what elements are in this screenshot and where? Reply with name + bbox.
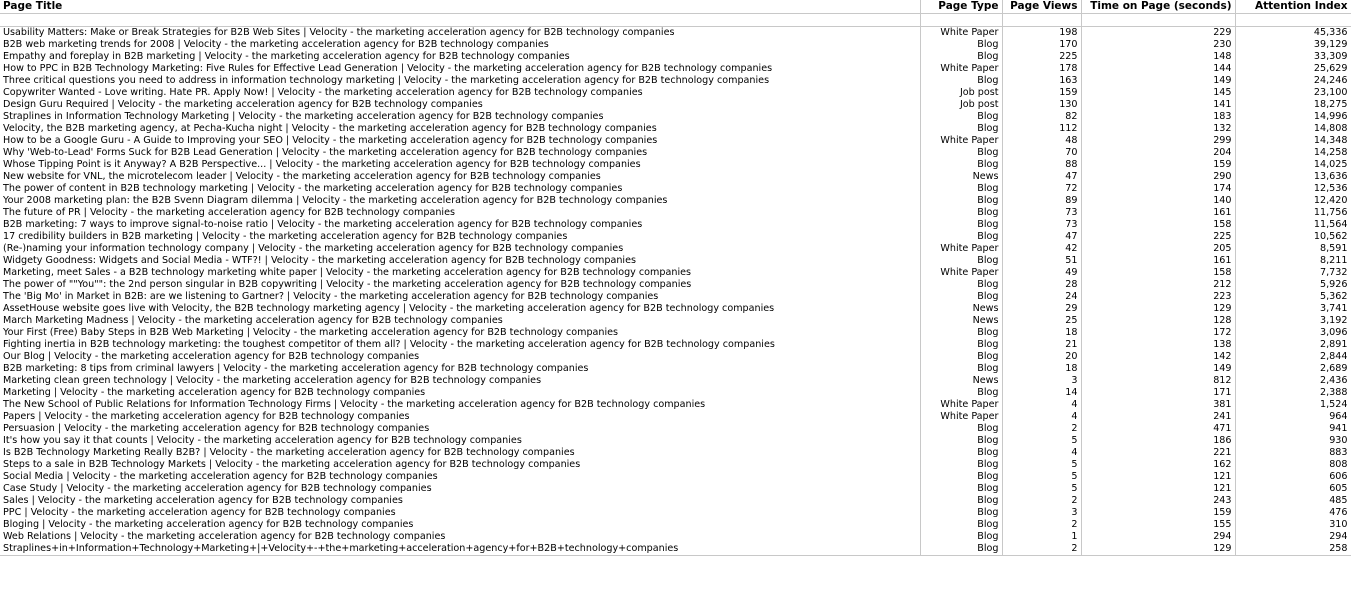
cell-time-on-page[interactable]: 148 bbox=[1081, 51, 1235, 63]
cell-time-on-page[interactable]: 174 bbox=[1081, 183, 1235, 195]
cell-attention-index[interactable]: 33,309 bbox=[1235, 51, 1351, 63]
cell-attention-index[interactable]: 14,025 bbox=[1235, 159, 1351, 171]
cell-page-views[interactable]: 5 bbox=[1002, 435, 1081, 447]
table-row bbox=[0, 75, 1351, 87]
cell-page-type[interactable]: Blog bbox=[920, 423, 1002, 435]
cell-time-on-page[interactable]: 121 bbox=[1081, 483, 1235, 495]
cell-page-title[interactable]: B2B marketing: 8 tips from criminal lawyers | Velocity - the marketing acceleration agency for B2B technology companies bbox=[0, 363, 920, 375]
cell-time-on-page[interactable]: 158 bbox=[1081, 267, 1235, 279]
cell-page-title[interactable]: Is B2B Technology Marketing Really B2B? | Velocity - the marketing acceleration agency for B2B technology companies bbox=[0, 447, 920, 459]
cell-time-on-page[interactable]: 230 bbox=[1081, 39, 1235, 51]
table-row bbox=[0, 195, 1351, 207]
table-row bbox=[0, 147, 1351, 159]
cell-page-views[interactable]: 73 bbox=[1002, 207, 1081, 219]
cell-page-views[interactable]: 178 bbox=[1002, 63, 1081, 75]
table-row bbox=[0, 267, 1351, 279]
cell-attention-index[interactable]: 8,211 bbox=[1235, 255, 1351, 267]
header-time-on-page[interactable]: Time on Page (seconds) bbox=[1081, 0, 1235, 14]
cell-page-title[interactable]: The future of PR | Velocity - the marketing acceleration agency for B2B technology companies bbox=[0, 207, 920, 219]
cell-page-title[interactable]: 17 credibility builders in B2B marketing | Velocity - the marketing acceleration agency for B2B technology companies bbox=[0, 231, 920, 243]
table-row bbox=[0, 27, 1351, 40]
cell-attention-index[interactable]: 3,192 bbox=[1235, 315, 1351, 327]
table-row bbox=[0, 183, 1351, 195]
table-row bbox=[0, 231, 1351, 243]
cell-page-type[interactable]: Blog bbox=[920, 507, 1002, 519]
cell-page-type[interactable]: Blog bbox=[920, 123, 1002, 135]
cell-page-views[interactable]: 18 bbox=[1002, 327, 1081, 339]
cell-page-views[interactable]: 2 bbox=[1002, 543, 1081, 556]
cell-page-views[interactable]: 4 bbox=[1002, 447, 1081, 459]
cell-page-views[interactable]: 14 bbox=[1002, 387, 1081, 399]
cell-page-title[interactable]: The power of content in B2B technology marketing | Velocity - the marketing acceleration agency for B2B technology companies bbox=[0, 183, 920, 195]
cell-attention-index[interactable]: 25,629 bbox=[1235, 63, 1351, 75]
cell-page-type[interactable]: White Paper bbox=[920, 27, 1002, 40]
cell-page-views[interactable]: 112 bbox=[1002, 123, 1081, 135]
cell-page-type[interactable]: Blog bbox=[920, 483, 1002, 495]
cell-time-on-page[interactable]: 132 bbox=[1081, 123, 1235, 135]
cell-page-type[interactable]: White Paper bbox=[920, 399, 1002, 411]
cell-page-title[interactable]: Case Study | Velocity - the marketing acceleration agency for B2B technology companies bbox=[0, 483, 920, 495]
cell-time-on-page[interactable]: 205 bbox=[1081, 243, 1235, 255]
cell-page-views[interactable]: 1 bbox=[1002, 531, 1081, 543]
cell-page-title[interactable]: Sales | Velocity - the marketing acceleration agency for B2B technology companies bbox=[0, 495, 920, 507]
cell-page-type[interactable]: Blog bbox=[920, 435, 1002, 447]
header-page-type[interactable]: Page Type bbox=[920, 0, 1002, 14]
cell-time-on-page[interactable]: 243 bbox=[1081, 495, 1235, 507]
cell-attention-index[interactable]: 8,591 bbox=[1235, 243, 1351, 255]
cell-page-type[interactable]: Blog bbox=[920, 327, 1002, 339]
table-row bbox=[0, 411, 1351, 423]
cell-attention-index[interactable]: 605 bbox=[1235, 483, 1351, 495]
cell-attention-index[interactable]: 310 bbox=[1235, 519, 1351, 531]
cell-page-type[interactable]: Blog bbox=[920, 339, 1002, 351]
cell-page-views[interactable]: 70 bbox=[1002, 147, 1081, 159]
cell-time-on-page[interactable]: 471 bbox=[1081, 423, 1235, 435]
cell-page-title[interactable]: Usability Matters: Make or Break Strategies for B2B Web Sites | Velocity - the marketing acceleration agency for B2B technology companies bbox=[0, 27, 920, 40]
cell-time-on-page[interactable]: 149 bbox=[1081, 75, 1235, 87]
cell-page-views[interactable]: 170 bbox=[1002, 39, 1081, 51]
blank-cell[interactable] bbox=[0, 14, 920, 27]
table-row bbox=[0, 171, 1351, 183]
cell-page-views[interactable]: 5 bbox=[1002, 459, 1081, 471]
blank-row bbox=[0, 14, 1351, 27]
cell-page-title[interactable]: Copywriter Wanted - Love writing. Hate PR. Apply Now! | Velocity - the marketing acceleration agency for B2B technology companies bbox=[0, 87, 920, 99]
cell-page-views[interactable]: 48 bbox=[1002, 135, 1081, 147]
cell-time-on-page[interactable]: 159 bbox=[1081, 159, 1235, 171]
cell-page-views[interactable]: 2 bbox=[1002, 519, 1081, 531]
cell-page-title[interactable]: Social Media | Velocity - the marketing acceleration agency for B2B technology companies bbox=[0, 471, 920, 483]
cell-time-on-page[interactable]: 183 bbox=[1081, 111, 1235, 123]
blank-cell[interactable] bbox=[920, 14, 1002, 27]
cell-page-title[interactable]: Your 2008 marketing plan: the B2B Svenn Diagram dilemma | Velocity - the marketing acceleration agency for B2B technology companies bbox=[0, 195, 920, 207]
table-row bbox=[0, 339, 1351, 351]
cell-time-on-page[interactable]: 812 bbox=[1081, 375, 1235, 387]
cell-page-type[interactable]: Blog bbox=[920, 39, 1002, 51]
cell-page-type[interactable]: White Paper bbox=[920, 411, 1002, 423]
table-row bbox=[0, 531, 1351, 543]
cell-page-views[interactable]: 72 bbox=[1002, 183, 1081, 195]
table-row bbox=[0, 495, 1351, 507]
table-row bbox=[0, 543, 1351, 556]
cell-page-title[interactable]: Your First (Free) Baby Steps in B2B Web Marketing | Velocity - the marketing acceleration agency for B2B technology companies bbox=[0, 327, 920, 339]
cell-time-on-page[interactable]: 129 bbox=[1081, 543, 1235, 556]
cell-page-title[interactable]: Bloging | Velocity - the marketing acceleration agency for B2B technology companies bbox=[0, 519, 920, 531]
cell-time-on-page[interactable]: 186 bbox=[1081, 435, 1235, 447]
cell-page-views[interactable]: 198 bbox=[1002, 27, 1081, 40]
header-page-title[interactable]: Page Title bbox=[0, 0, 920, 14]
table-row bbox=[0, 363, 1351, 375]
cell-page-title[interactable]: Persuasion | Velocity - the marketing acceleration agency for B2B technology companies bbox=[0, 423, 920, 435]
cell-page-views[interactable]: 4 bbox=[1002, 399, 1081, 411]
cell-page-type[interactable]: Blog bbox=[920, 183, 1002, 195]
cell-page-title[interactable]: Steps to a sale in B2B Technology Markets | Velocity - the marketing acceleration agency for B2B technology companies bbox=[0, 459, 920, 471]
table-row bbox=[0, 243, 1351, 255]
cell-time-on-page[interactable]: 155 bbox=[1081, 519, 1235, 531]
cell-attention-index[interactable]: 11,756 bbox=[1235, 207, 1351, 219]
cell-time-on-page[interactable]: 225 bbox=[1081, 231, 1235, 243]
cell-page-type[interactable]: Blog bbox=[920, 279, 1002, 291]
cell-page-title[interactable]: PPC | Velocity - the marketing acceleration agency for B2B technology companies bbox=[0, 507, 920, 519]
cell-attention-index[interactable]: 14,808 bbox=[1235, 123, 1351, 135]
cell-page-type[interactable]: Blog bbox=[920, 471, 1002, 483]
cell-time-on-page[interactable]: 204 bbox=[1081, 147, 1235, 159]
cell-page-views[interactable]: 2 bbox=[1002, 495, 1081, 507]
table-row bbox=[0, 51, 1351, 63]
cell-time-on-page[interactable]: 121 bbox=[1081, 471, 1235, 483]
cell-page-title[interactable]: Web Relations | Velocity - the marketing acceleration agency for B2B technology companies bbox=[0, 531, 920, 543]
cell-attention-index[interactable]: 2,388 bbox=[1235, 387, 1351, 399]
cell-page-type[interactable]: Blog bbox=[920, 147, 1002, 159]
cell-page-type[interactable]: Blog bbox=[920, 51, 1002, 63]
cell-time-on-page[interactable]: 162 bbox=[1081, 459, 1235, 471]
table-row bbox=[0, 123, 1351, 135]
cell-page-views[interactable]: 3 bbox=[1002, 507, 1081, 519]
cell-page-views[interactable]: 47 bbox=[1002, 231, 1081, 243]
cell-time-on-page[interactable]: 171 bbox=[1081, 387, 1235, 399]
table-row bbox=[0, 63, 1351, 75]
table-row bbox=[0, 327, 1351, 339]
cell-attention-index[interactable]: 39,129 bbox=[1235, 39, 1351, 51]
cell-page-views[interactable]: 42 bbox=[1002, 243, 1081, 255]
cell-page-title[interactable]: New website for VNL, the microtelecom leader | Velocity - the marketing acceleration agency for B2B technology companies bbox=[0, 171, 920, 183]
cell-attention-index[interactable]: 10,562 bbox=[1235, 231, 1351, 243]
cell-page-title[interactable]: Three critical questions you need to address in information technology marketing | Velocity - the marketing acceleration agency for B2B technology companies bbox=[0, 75, 920, 87]
cell-attention-index[interactable]: 808 bbox=[1235, 459, 1351, 471]
cell-attention-index[interactable]: 606 bbox=[1235, 471, 1351, 483]
cell-page-title[interactable]: Marketing clean green technology | Velocity - the marketing acceleration agency for B2B technology companies bbox=[0, 375, 920, 387]
cell-attention-index[interactable]: 883 bbox=[1235, 447, 1351, 459]
cell-page-views[interactable]: 21 bbox=[1002, 339, 1081, 351]
table-row bbox=[0, 519, 1351, 531]
cell-page-views[interactable]: 18 bbox=[1002, 363, 1081, 375]
cell-time-on-page[interactable]: 149 bbox=[1081, 363, 1235, 375]
table-row bbox=[0, 99, 1351, 111]
cell-attention-index[interactable]: 930 bbox=[1235, 435, 1351, 447]
cell-time-on-page[interactable]: 290 bbox=[1081, 171, 1235, 183]
cell-page-title[interactable]: Design Guru Required | Velocity - the marketing acceleration agency for B2B technology companies bbox=[0, 99, 920, 111]
cell-page-type[interactable]: Blog bbox=[920, 219, 1002, 231]
blank-cell[interactable] bbox=[1081, 14, 1235, 27]
cell-page-views[interactable]: 24 bbox=[1002, 291, 1081, 303]
cell-page-views[interactable]: 82 bbox=[1002, 111, 1081, 123]
cell-time-on-page[interactable]: 229 bbox=[1081, 27, 1235, 40]
cell-attention-index[interactable]: 485 bbox=[1235, 495, 1351, 507]
cell-time-on-page[interactable]: 381 bbox=[1081, 399, 1235, 411]
cell-time-on-page[interactable]: 141 bbox=[1081, 99, 1235, 111]
cell-page-views[interactable]: 163 bbox=[1002, 75, 1081, 87]
cell-page-type[interactable]: Blog bbox=[920, 459, 1002, 471]
cell-attention-index[interactable]: 14,258 bbox=[1235, 147, 1351, 159]
cell-time-on-page[interactable]: 138 bbox=[1081, 339, 1235, 351]
cell-attention-index[interactable]: 2,844 bbox=[1235, 351, 1351, 363]
cell-attention-index[interactable]: 23,100 bbox=[1235, 87, 1351, 99]
table-row bbox=[0, 447, 1351, 459]
cell-page-title[interactable]: Whose Tipping Point is it Anyway? A B2B Perspective... | Velocity - the marketing acceleration agency for B2B technology companies bbox=[0, 159, 920, 171]
table-row bbox=[0, 399, 1351, 411]
cell-time-on-page[interactable]: 158 bbox=[1081, 219, 1235, 231]
cell-page-type[interactable]: Blog bbox=[920, 255, 1002, 267]
cell-attention-index[interactable]: 5,362 bbox=[1235, 291, 1351, 303]
cell-attention-index[interactable]: 12,536 bbox=[1235, 183, 1351, 195]
table-row bbox=[0, 507, 1351, 519]
header-attention-index[interactable]: Attention Index bbox=[1235, 0, 1351, 14]
cell-page-type[interactable]: Blog bbox=[920, 363, 1002, 375]
cell-page-type[interactable]: Blog bbox=[920, 543, 1002, 556]
table-row bbox=[0, 39, 1351, 51]
cell-page-views[interactable]: 159 bbox=[1002, 87, 1081, 99]
cell-page-title[interactable]: Papers | Velocity - the marketing acceleration agency for B2B technology companies bbox=[0, 411, 920, 423]
cell-page-type[interactable]: White Paper bbox=[920, 243, 1002, 255]
cell-attention-index[interactable]: 476 bbox=[1235, 507, 1351, 519]
table-row bbox=[0, 459, 1351, 471]
cell-attention-index[interactable]: 1,524 bbox=[1235, 399, 1351, 411]
table-row bbox=[0, 219, 1351, 231]
cell-attention-index[interactable]: 12,420 bbox=[1235, 195, 1351, 207]
table-row bbox=[0, 291, 1351, 303]
cell-page-type[interactable]: Blog bbox=[920, 351, 1002, 363]
cell-page-title[interactable]: Empathy and foreplay in B2B marketing | Velocity - the marketing acceleration agency for B2B technology companies bbox=[0, 51, 920, 63]
cell-page-views[interactable]: 5 bbox=[1002, 471, 1081, 483]
cell-page-type[interactable]: Blog bbox=[920, 519, 1002, 531]
table-row bbox=[0, 111, 1351, 123]
cell-page-views[interactable]: 89 bbox=[1002, 195, 1081, 207]
cell-page-views[interactable]: 4 bbox=[1002, 411, 1081, 423]
cell-page-type[interactable]: Blog bbox=[920, 195, 1002, 207]
cell-attention-index[interactable]: 3,741 bbox=[1235, 303, 1351, 315]
cell-page-views[interactable]: 20 bbox=[1002, 351, 1081, 363]
blank-cell[interactable] bbox=[1235, 14, 1351, 27]
cell-page-views[interactable]: 47 bbox=[1002, 171, 1081, 183]
cell-attention-index[interactable]: 18,275 bbox=[1235, 99, 1351, 111]
cell-time-on-page[interactable]: 212 bbox=[1081, 279, 1235, 291]
table-row bbox=[0, 135, 1351, 147]
cell-page-title[interactable]: B2B marketing: 7 ways to improve signal-to-noise ratio | Velocity - the marketing acceleration agency for B2B technology companies bbox=[0, 219, 920, 231]
cell-page-type[interactable]: Blog bbox=[920, 159, 1002, 171]
cell-attention-index[interactable]: 941 bbox=[1235, 423, 1351, 435]
cell-page-type[interactable]: News bbox=[920, 315, 1002, 327]
cell-page-views[interactable]: 49 bbox=[1002, 267, 1081, 279]
cell-page-views[interactable]: 2 bbox=[1002, 423, 1081, 435]
cell-page-title[interactable]: Straplines+in+Information+Technology+Marketing+|+Velocity+-+the+marketing+acceleration+agency+for+B2B+technology+companies bbox=[0, 543, 920, 556]
cell-time-on-page[interactable]: 221 bbox=[1081, 447, 1235, 459]
cell-page-type[interactable]: White Paper bbox=[920, 135, 1002, 147]
cell-page-type[interactable]: Job post bbox=[920, 99, 1002, 111]
cell-attention-index[interactable]: 24,246 bbox=[1235, 75, 1351, 87]
cell-page-title[interactable]: Fighting inertia in B2B technology marketing: the toughest competitor of them all? | Velocity - the marketing acceleration agency for B2B technology companies bbox=[0, 339, 920, 351]
cell-page-title[interactable]: (Re-)naming your information technology company | Velocity - the marketing acceleration agency for B2B technology companies bbox=[0, 243, 920, 255]
cell-attention-index[interactable]: 258 bbox=[1235, 543, 1351, 556]
cell-attention-index[interactable]: 7,732 bbox=[1235, 267, 1351, 279]
cell-page-type[interactable]: Job post bbox=[920, 87, 1002, 99]
cell-page-title[interactable]: How to be a Google Guru - A Guide to Improving your SEO | Velocity - the marketing acceleration agency for B2B technology companies bbox=[0, 135, 920, 147]
cell-page-views[interactable]: 225 bbox=[1002, 51, 1081, 63]
cell-time-on-page[interactable]: 144 bbox=[1081, 63, 1235, 75]
table-row bbox=[0, 387, 1351, 399]
table-row bbox=[0, 375, 1351, 387]
cell-time-on-page[interactable]: 142 bbox=[1081, 351, 1235, 363]
cell-page-views[interactable]: 88 bbox=[1002, 159, 1081, 171]
cell-time-on-page[interactable]: 145 bbox=[1081, 87, 1235, 99]
header-row bbox=[0, 0, 1351, 14]
cell-time-on-page[interactable]: 161 bbox=[1081, 255, 1235, 267]
cell-page-type[interactable]: White Paper bbox=[920, 63, 1002, 75]
cell-time-on-page[interactable]: 241 bbox=[1081, 411, 1235, 423]
blank-cell[interactable] bbox=[1002, 14, 1081, 27]
cell-page-title[interactable]: How to PPC in B2B Technology Marketing: Five Rules for Effective Lead Generation | Velocity - the marketing acceleration agency for B2B technology companies bbox=[0, 63, 920, 75]
table-row bbox=[0, 207, 1351, 219]
cell-page-views[interactable]: 3 bbox=[1002, 375, 1081, 387]
cell-time-on-page[interactable]: 172 bbox=[1081, 327, 1235, 339]
cell-attention-index[interactable]: 14,996 bbox=[1235, 111, 1351, 123]
cell-page-title[interactable]: The New School of Public Relations for Information Technology Firms | Velocity - the marketing acceleration agency for B2B technology companies bbox=[0, 399, 920, 411]
cell-page-views[interactable]: 130 bbox=[1002, 99, 1081, 111]
cell-page-views[interactable]: 29 bbox=[1002, 303, 1081, 315]
cell-page-type[interactable]: Blog bbox=[920, 531, 1002, 543]
cell-page-title[interactable]: Marketing, meet Sales - a B2B technology marketing white paper | Velocity - the marketing acceleration agency for B2B technology companies bbox=[0, 267, 920, 279]
cell-page-title[interactable]: The 'Big Mo' in Market in B2B: are we listening to Gartner? | Velocity - the marketing acceleration agency for B2B technology companies bbox=[0, 291, 920, 303]
table-row bbox=[0, 471, 1351, 483]
table-row bbox=[0, 423, 1351, 435]
table-row bbox=[0, 315, 1351, 327]
cell-attention-index[interactable]: 2,436 bbox=[1235, 375, 1351, 387]
cell-time-on-page[interactable]: 299 bbox=[1081, 135, 1235, 147]
table-row bbox=[0, 87, 1351, 99]
cell-attention-index[interactable]: 14,348 bbox=[1235, 135, 1351, 147]
cell-attention-index[interactable]: 11,564 bbox=[1235, 219, 1351, 231]
cell-attention-index[interactable]: 5,926 bbox=[1235, 279, 1351, 291]
table-row bbox=[0, 159, 1351, 171]
cell-page-views[interactable]: 51 bbox=[1002, 255, 1081, 267]
cell-page-type[interactable]: Blog bbox=[920, 231, 1002, 243]
cell-attention-index[interactable]: 2,891 bbox=[1235, 339, 1351, 351]
table-row bbox=[0, 435, 1351, 447]
table-body bbox=[0, 14, 1351, 556]
cell-page-type[interactable]: News bbox=[920, 375, 1002, 387]
cell-time-on-page[interactable]: 294 bbox=[1081, 531, 1235, 543]
cell-page-views[interactable]: 28 bbox=[1002, 279, 1081, 291]
table-row bbox=[0, 303, 1351, 315]
table-row bbox=[0, 483, 1351, 495]
cell-page-title[interactable]: It's how you say it that counts | Velocity - the marketing acceleration agency for B2B technology companies bbox=[0, 435, 920, 447]
cell-attention-index[interactable]: 3,096 bbox=[1235, 327, 1351, 339]
cell-attention-index[interactable]: 964 bbox=[1235, 411, 1351, 423]
cell-time-on-page[interactable]: 140 bbox=[1081, 195, 1235, 207]
cell-page-type[interactable]: News bbox=[920, 303, 1002, 315]
cell-page-type[interactable]: Blog bbox=[920, 495, 1002, 507]
cell-page-title[interactable]: Why 'Web-to-Lead' Forms Suck for B2B Lead Generation | Velocity - the marketing acceleration agency for B2B technology companies bbox=[0, 147, 920, 159]
cell-time-on-page[interactable]: 223 bbox=[1081, 291, 1235, 303]
cell-page-title[interactable]: B2B web marketing trends for 2008 | Velocity - the marketing acceleration agency for B2B technology companies bbox=[0, 39, 920, 51]
table-row bbox=[0, 351, 1351, 363]
cell-page-type[interactable]: Blog bbox=[920, 387, 1002, 399]
cell-attention-index[interactable]: 2,689 bbox=[1235, 363, 1351, 375]
cell-time-on-page[interactable]: 128 bbox=[1081, 315, 1235, 327]
cell-page-title[interactable]: The power of ""You"": the 2nd person singular in B2B copywriting | Velocity - the marketing acceleration agency for B2B technology companies bbox=[0, 279, 920, 291]
cell-page-type[interactable]: Blog bbox=[920, 291, 1002, 303]
header-page-views[interactable]: Page Views bbox=[1002, 0, 1081, 14]
cell-page-title[interactable]: March Marketing Madness | Velocity - the marketing acceleration agency for B2B technology companies bbox=[0, 315, 920, 327]
table-row bbox=[0, 279, 1351, 291]
cell-page-type[interactable]: Blog bbox=[920, 207, 1002, 219]
cell-page-title[interactable]: AssetHouse website goes live with Velocity, the B2B technology marketing agency | Velocity - the marketing acceleration agency for B2B technology companies bbox=[0, 303, 920, 315]
cell-page-title[interactable]: Marketing | Velocity - the marketing acceleration agency for B2B technology companies bbox=[0, 387, 920, 399]
cell-page-title[interactable]: Straplines in Information Technology Marketing | Velocity - the marketing acceleration agency for B2B technology companies bbox=[0, 111, 920, 123]
cell-page-type[interactable]: White Paper bbox=[920, 267, 1002, 279]
cell-attention-index[interactable]: 13,636 bbox=[1235, 171, 1351, 183]
cell-page-type[interactable]: Blog bbox=[920, 111, 1002, 123]
cell-page-type[interactable]: News bbox=[920, 171, 1002, 183]
cell-page-views[interactable]: 5 bbox=[1002, 483, 1081, 495]
cell-page-views[interactable]: 25 bbox=[1002, 315, 1081, 327]
cell-page-title[interactable]: Widgety Goodness: Widgets and Social Media - WTF?! | Velocity - the marketing acceleration agency for B2B technology companies bbox=[0, 255, 920, 267]
cell-page-title[interactable]: Velocity, the B2B marketing agency, at Pecha-Kucha night | Velocity - the marketing acceleration agency for B2B technology companies bbox=[0, 123, 920, 135]
cell-time-on-page[interactable]: 129 bbox=[1081, 303, 1235, 315]
cell-time-on-page[interactable]: 161 bbox=[1081, 207, 1235, 219]
table-row bbox=[0, 255, 1351, 267]
cell-page-type[interactable]: Blog bbox=[920, 75, 1002, 87]
cell-page-views[interactable]: 73 bbox=[1002, 219, 1081, 231]
cell-time-on-page[interactable]: 159 bbox=[1081, 507, 1235, 519]
cell-attention-index[interactable]: 45,336 bbox=[1235, 27, 1351, 40]
cell-page-type[interactable]: Blog bbox=[920, 447, 1002, 459]
cell-page-title[interactable]: Our Blog | Velocity - the marketing acceleration agency for B2B technology companies bbox=[0, 351, 920, 363]
cell-attention-index[interactable]: 294 bbox=[1235, 531, 1351, 543]
